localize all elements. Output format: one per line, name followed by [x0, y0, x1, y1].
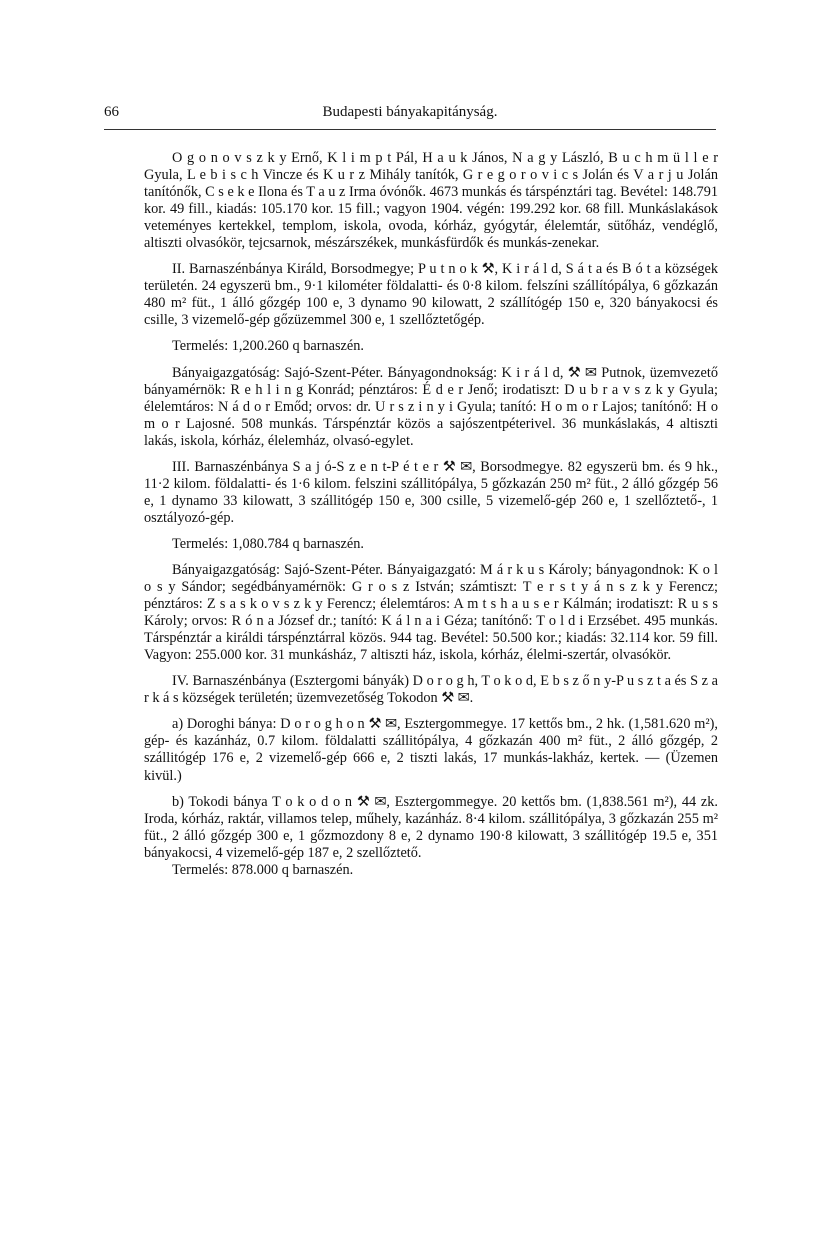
- paragraph-production-ii: Termelés: 1,200.260 q barnaszén.: [172, 338, 364, 355]
- paragraph-directorate-ii: Bányaigazgatóság: Sajó-Szent-Péter. Bányagondnokság: K i r á l d, ⚒ ✉ Putnok, üzemvezető bányamérnök: R e h l i n g Konrád; pénztáros: É d e r Jenő; irodatiszt: D u b r a v s z k y Gyula; élelemtáros: N á d o r Emőd; orvos: dr. U r s z i n y i Gyula; tanító: H o m o r Lajos; tanítónő: H o m o r Lajosné. 508 munkás. Társpénztár közös a sajószentpéterivel. 36 munkáslakás, 4 altiszti lakás, iskola, kórház, élelemház, olvasó-egylet.: [144, 364, 718, 449]
- paragraph-production-iii: Termelés: 1,080.784 q barnaszén.: [172, 535, 364, 552]
- header-rule: [104, 129, 716, 130]
- page-header: [104, 104, 716, 124]
- page-body: [144, 150, 718, 888]
- paragraph-dorogh-mine: a) Doroghi bánya: D o r o g h o n ⚒ ✉, Esztergommegye. 17 kettős bm., 2 hk. (1,581.620 m²), gép- és kazánház, 0.7 kilom. földalatti szállitópálya, 4 gőzkazán 400 m² füt., 2 álló gőzgép, 2 szállitógép 176 e, 2 vizemelő-gép 666 e, 2 tiszti lakás, 17 munkás-lakház, kertek. — (Üzemen kivül.): [144, 716, 718, 784]
- paragraph-section-ii: II. Barnaszénbánya Királd, Borsodmegye; P u t n o k ⚒, K i r á l d, S á t a és B ó t a községek területén. 24 egyszerü bm., 9·1 kilométer földalatti- és 0·8 kilom. felszíni szállítópálya, 6 gőzkazán 480 m² füt., 1 álló gőzgép 100 e, 3 dynamo 90 kilowatt, 2 szállítógép 150 e, 320 bányakocsi és csille, 3 vizemelő-gép gőzüzemmel 300 e, 1 szellőztetőgép.: [144, 261, 718, 329]
- paragraph-staff-list: O g o n o v s z k y Ernő, K l i m p t Pál, H a u k János, N a g y László, B u c h m ü l l e r Gyula, L e b i s c h Vincze és K u r z Mihály tanítók, G r e g o r o v i c s Jolán és V a r j u Jolán tanítónők, C s e k e Ilona és T a u z Irma óvónők. 4673 munkás és társpénztári tag. Bevétel: 148.791 kor. 49 fill., kiadás: 105.170 kor. 15 fill.; vagyon 1904. végén: 199.292 kor. 68 fill. Munkáslakások veteményes kertekkel, templom, iskola, ovoda, kórház, gyógytár, élelemtár, sütőház, vendéglő, altiszti olvasókör, tejcsarnok, mészárszékek, munkásfürdők és munkás-zenekar.: [144, 150, 718, 252]
- paragraph-directorate-iii: Bányaigazgatóság: Sajó-Szent-Péter. Bányaigazgató: M á r k u s Károly; bányagondnok: K o l o s y Sándor; segédbányamérnök: G r o s z István; számtiszt: T e r s t y á n s z k y Ferencz; pénztáros: Z s a s k o v s z k y Ferencz; élelemtáros: A m t s h a u s e r Kálmán; irodatiszt: R u s s Károly; orvos: R ó n a József dr.; tanító: K á l n a i Géza; tanítónő: T o l d i Erzsébet. 495 munkás. Társpénztár a királdi társpénztárral közös. 944 tag. Bevétel: 50.500 kor.; kiadás: 32.114 kor. 59 fill. Vagyon: 255.000 kor. 31 munkásház, 7 altiszti ház, iskola, kórház, élelmi-szertár, olvasókör.: [144, 561, 718, 664]
- page-number: 66: [104, 104, 119, 120]
- paragraph-section-iv: IV. Barnaszénbánya (Esztergomi bányák) D o r o g h, T o k o d, E b s z ő n y-P u s z t a és S z a r k á s községek területén; üzemvezetőség Tokodon ⚒ ✉.: [144, 673, 718, 707]
- paragraph-tokod-mine: b) Tokodi bánya T o k o d o n ⚒ ✉, Esztergommegye. 20 kettős bm. (1,838.561 m²), 44 zk. Iroda, kórház, raktár, villamos telep, műhely, kazánház. 8·4 kilom. szállitópálya, 3 gőzkazán 255 m² füt., 2 álló gőzgép 300 e, 1 gőzmozdony 8 e, 2 dynamo 190·8 kilowatt, 3 szállitógép 19.5 e, 351 bányakocsi, 4 vizemelő-gép 187 e, 2 szellőztető.: [144, 793, 718, 861]
- running-title: Budapesti bányakapitányság.: [322, 104, 498, 120]
- paragraph-production-iv: Termelés: 878.000 q barnaszén.: [172, 861, 354, 878]
- paragraph-section-iii: III. Barnaszénbánya S a j ó-S z e n t-P é t e r ⚒ ✉, Borsodmegye. 82 egyszerü bm. és 9 hk., 11·2 kilom. földalatti- és 1·6 kilom. felszini szállitópálya, 5 gőzkazán 250 m² füt., 2 álló gőzgép 56 e, 1 dynamo 33 kilowatt, 3 szállitógép 150 e, 300 csille, 5 vizemelő-gép 260 e, 1 szellőztető-, 1 osztályozó-gép.: [144, 458, 718, 526]
